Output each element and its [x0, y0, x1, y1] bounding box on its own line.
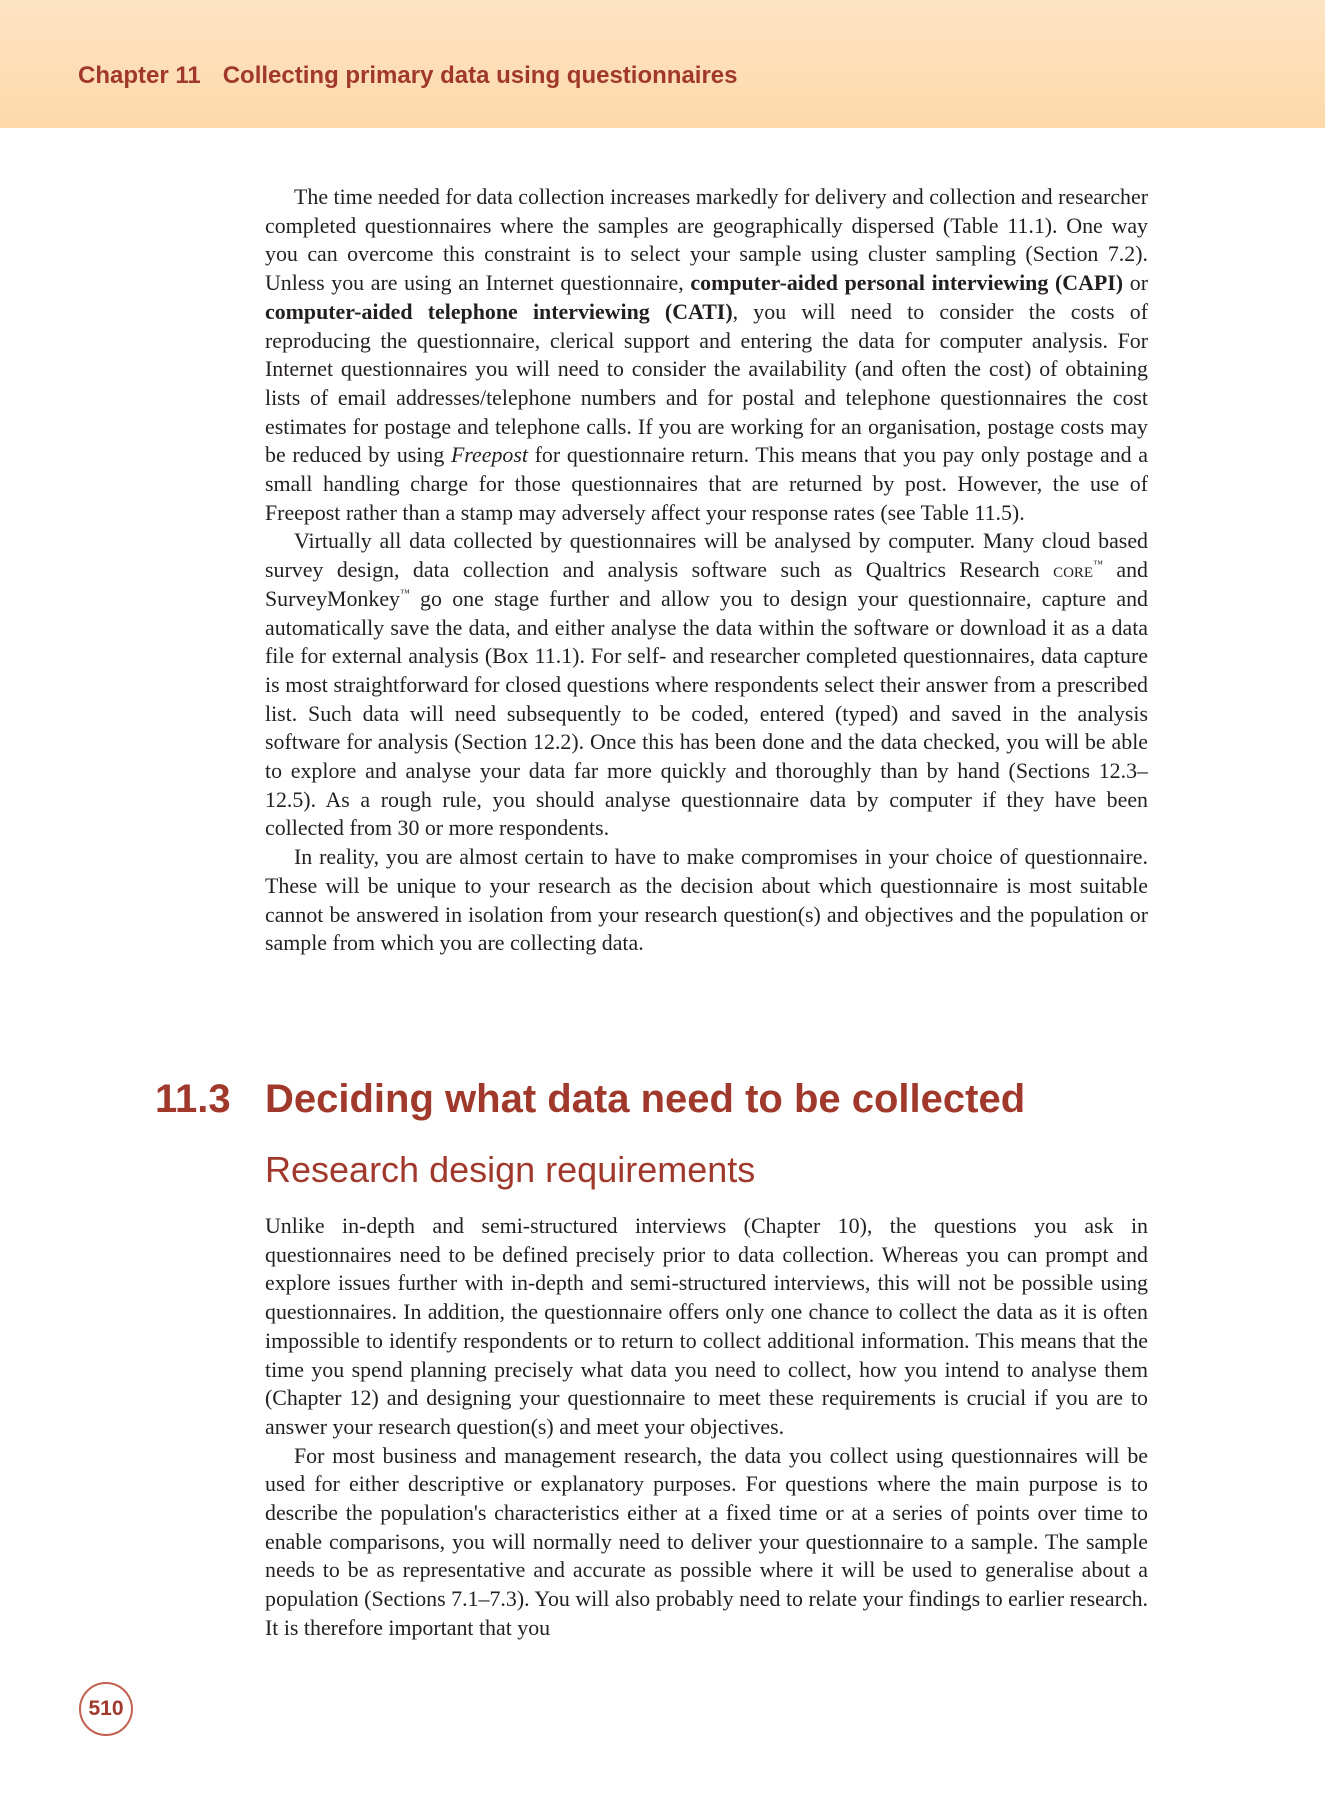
running-head — [78, 62, 738, 90]
chapter-title: Collecting primary data using questionnaires — [222, 62, 738, 89]
text-run: and SurveyMonkey — [265, 557, 1148, 611]
text-run: , you will need to consider the costs of reproducing the questionnaire, clerical support and entering the data for computer analysis. For Internet questionnaires you will need to consider the availability (and often the cost) of obtaining lists of email addresses/telephone numbers and for postal and telephone questionnaires the cost estimates for postage and telephone calls. If you are working for an organisation, postage costs may be reduced by using — [265, 298, 1148, 468]
page-number: 510 — [79, 1682, 133, 1736]
text-run: Virtually all data collected by questionnaires will be analysed by computer. Many cloud based survey design, data collection and analysis software such as Qualtrics Research — [265, 528, 1148, 583]
paragraph-computer-analysis — [265, 527, 1148, 843]
section-title: Deciding what data need to be collected — [265, 1077, 1026, 1121]
body-text-upper — [265, 183, 1148, 958]
core-small-caps: core — [1053, 557, 1094, 583]
section-number: 11.3 — [155, 1077, 231, 1121]
paragraph-compromises: In reality, you are almost certain to have to make compromises in your choice of questionnaire. These will be unique to your research as the decision about which questionnaire is most suitable cannot be answered in isolation from your research question(s) and objectives and the population or sample from which you are collecting data. — [265, 844, 1148, 956]
paragraph-data-collection-time — [265, 183, 1148, 527]
paragraph-design-requirements: Unlike in-depth and semi-structured interviews (Chapter 10), the questions you ask in questionnaires need to be defined precisely prior to data collection. Whereas you can prompt and explore issues further with in-depth and semi-structured interviews, this will not be possible using questionnaires. In addition, the questionnaire offers only one chance to collect the data as it is often impossible to identify respondents or to return to collect additional information. This means that the time you spend planning precisely what data you need to collect, how you intend to analyse them (Chapter 12) and designing your questionnaire to meet these requirements is crucial if you are to answer your research question(s) and meet your objectives. — [265, 1213, 1148, 1439]
trademark-symbol: ™ — [1093, 559, 1103, 571]
chapter-label: Chapter 11 — [78, 62, 201, 89]
subsection-title: Research design requirements — [265, 1149, 756, 1190]
trademark-symbol: ™ — [399, 587, 410, 599]
freepost-term: Freepost — [450, 442, 528, 468]
term-capi: computer-aided personal interviewing (CAPI) — [690, 270, 1124, 296]
term-cati: computer-aided telephone interviewing (CATI) — [265, 298, 733, 324]
text-run: The time needed for data collection increases markedly for delivery and collection and researcher completed questionnaires where the samples are geographically dispersed (Table 11.1). One way you can overcome this constraint is to select your sample using cluster sampling (Section 7.2). Unless you are using an Internet questionnaire, — [265, 184, 1148, 296]
text-run: for questionnaire return. This means that you pay only postage and a small handling charge for those questionnaires that are returned by post. However, the use of Freepost rather than a stamp may adversely affect your response rates (see Table 11.5). — [265, 442, 1148, 525]
paragraph-descriptive-purposes: For most business and management research, the data you collect using questionnaires will be used for either descriptive or explanatory purposes. For questions where the main purpose is to describe the population's characteristics either at a fixed time or at a series of points over time to enable comparisons, you will normally need to deliver your questionnaire to a sample. The sample needs to be as representative and accurate as possible where it will be used to generalise about a population (Sections 7.1–7.3). You will also probably need to relate your findings to earlier research. It is therefore important that you — [265, 1442, 1148, 1640]
body-text-lower — [265, 1212, 1148, 1643]
text-run: go one stage further and allow you to design your questionnaire, capture and automatically save the data, and either analyse the data within the software or download it as a data file for external analysis (Box 11.1). For self- and researcher completed questionnaires, data capture is most straightforward for closed questions where respondents select their answer from a prescribed list. Such data will need subsequently to be coded, entered (typed) and saved in the analysis software for analysis (Section 12.2). Once this has been done and the data checked, you will be able to explore and analyse your data far more quickly and thoroughly than by hand (Sections 12.3–12.5). As a rough rule, you should analyse questionnaire data by computer if they have been collected from 30 or more respondents. — [265, 585, 1148, 841]
text-run: or — [1123, 270, 1148, 296]
